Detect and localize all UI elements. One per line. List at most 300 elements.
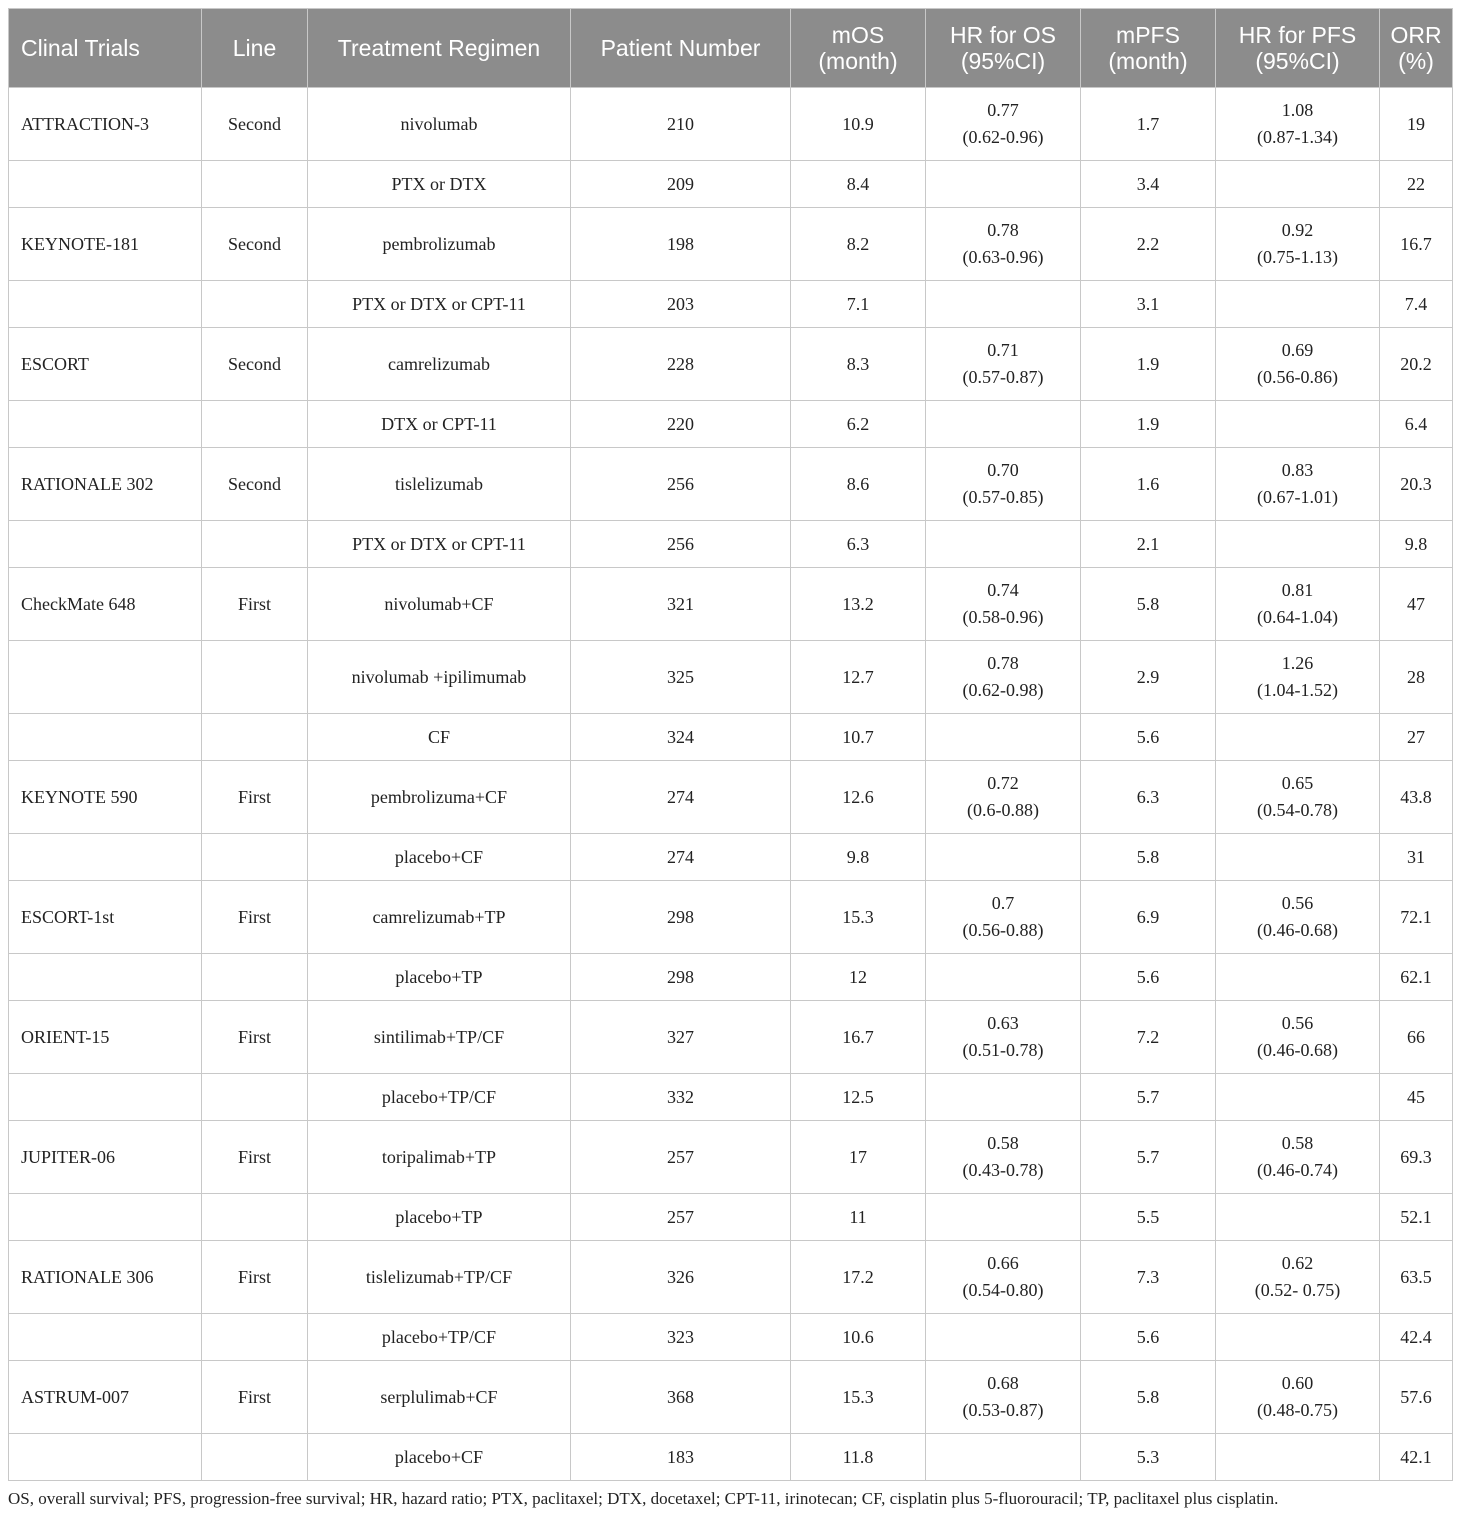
header-hr-os <box>926 9 1081 88</box>
cell-line: Second <box>202 208 308 281</box>
table-row <box>9 448 1453 521</box>
cell-hr-pfs <box>1216 1434 1380 1481</box>
table-row <box>9 954 1453 1001</box>
cell-patient-number: 326 <box>571 1241 791 1314</box>
cell-patient-number: 332 <box>571 1074 791 1121</box>
cell-orr: 47 <box>1380 568 1453 641</box>
cell-hr-os <box>926 954 1081 1001</box>
cell-hr-os-ci: (0.63-0.96) <box>962 247 1044 267</box>
cell-hr-os <box>926 448 1081 521</box>
table-row <box>9 714 1453 761</box>
cell-mpfs: 5.6 <box>1081 1314 1216 1361</box>
cell-mpfs: 1.6 <box>1081 448 1216 521</box>
cell-regimen: pembrolizumab <box>308 208 571 281</box>
cell-trial: ORIENT-15 <box>9 1001 202 1074</box>
cell-trial: RATIONALE 302 <box>9 448 202 521</box>
cell-regimen: tislelizumab <box>308 448 571 521</box>
table-row <box>9 401 1453 448</box>
cell-hr-pfs <box>1216 208 1380 281</box>
cell-trial <box>9 954 202 1001</box>
cell-orr: 72.1 <box>1380 881 1453 954</box>
cell-hr-pfs-value: 0.92 <box>1281 220 1314 240</box>
cell-trial <box>9 1314 202 1361</box>
table-row <box>9 641 1453 714</box>
cell-patient-number: 183 <box>571 1434 791 1481</box>
cell-patient-number: 298 <box>571 954 791 1001</box>
cell-regimen: nivolumab+CF <box>308 568 571 641</box>
cell-hr-pfs-value: 0.58 <box>1281 1133 1314 1153</box>
cell-orr: 20.3 <box>1380 448 1453 521</box>
table-row <box>9 521 1453 568</box>
cell-regimen: placebo+TP <box>308 1194 571 1241</box>
cell-line <box>202 1194 308 1241</box>
cell-orr: 66 <box>1380 1001 1453 1074</box>
cell-line: Second <box>202 328 308 401</box>
cell-hr-pfs-ci: (0.46-0.74) <box>1257 1160 1338 1180</box>
cell-orr: 42.4 <box>1380 1314 1453 1361</box>
table-row <box>9 568 1453 641</box>
cell-hr-os-ci: (0.54-0.80) <box>962 1280 1044 1300</box>
cell-patient-number: 256 <box>571 448 791 521</box>
cell-patient-number: 327 <box>571 1001 791 1074</box>
cell-hr-pfs <box>1216 328 1380 401</box>
cell-hr-os-value: 0.78 <box>987 220 1019 240</box>
cell-hr-pfs-ci: (0.54-0.78) <box>1257 800 1338 820</box>
cell-patient-number: 257 <box>571 1194 791 1241</box>
cell-hr-os-value: 0.71 <box>987 340 1019 360</box>
header-mpfs-line1: mPFS <box>1116 22 1180 48</box>
cell-patient-number: 324 <box>571 714 791 761</box>
cell-hr-pfs <box>1216 448 1380 521</box>
header-orr <box>1380 9 1453 88</box>
cell-hr-os <box>926 1121 1081 1194</box>
cell-hr-pfs-value: 0.56 <box>1281 1013 1314 1033</box>
cell-regimen: placebo+TP/CF <box>308 1314 571 1361</box>
cell-patient-number: 210 <box>571 88 791 161</box>
cell-trial: ASTRUM-007 <box>9 1361 202 1434</box>
cell-hr-os-ci: (0.58-0.96) <box>962 607 1044 627</box>
cell-hr-pfs-ci: (0.46-0.68) <box>1257 1040 1338 1060</box>
cell-regimen: PTX or DTX <box>308 161 571 208</box>
cell-mpfs: 7.3 <box>1081 1241 1216 1314</box>
cell-hr-pfs-ci: (0.52- 0.75) <box>1254 1280 1341 1300</box>
cell-mpfs: 5.8 <box>1081 568 1216 641</box>
cell-regimen: placebo+TP/CF <box>308 1074 571 1121</box>
cell-hr-pfs-ci: (0.56-0.86) <box>1257 367 1338 387</box>
header-mos-line2: (month) <box>818 48 898 74</box>
cell-regimen: nivolumab +ipilimumab <box>308 641 571 714</box>
cell-trial: CheckMate 648 <box>9 568 202 641</box>
cell-line <box>202 281 308 328</box>
cell-line <box>202 641 308 714</box>
cell-hr-pfs-value: 1.26 <box>1281 653 1314 673</box>
header-orr-line2: (%) <box>1398 48 1434 74</box>
cell-hr-os <box>926 208 1081 281</box>
cell-hr-os-value: 0.72 <box>987 773 1019 793</box>
cell-mos: 10.6 <box>791 1314 926 1361</box>
cell-hr-pfs <box>1216 1121 1380 1194</box>
cell-trial <box>9 401 202 448</box>
table-row <box>9 1194 1453 1241</box>
header-regimen: Treatment Regimen <box>308 9 571 88</box>
footnote: OS, overall survival; PFS, progression-free survival; HR, hazard ratio; PTX, paclitaxel; DTX, docetaxel; CPT-11, irinotecan; CF, cisplatin plus 5-fluorouracil; TP, paclitaxel plus cisplatin. <box>8 1489 1279 1508</box>
cell-orr: 43.8 <box>1380 761 1453 834</box>
table-row <box>9 1121 1453 1194</box>
cell-regimen: placebo+CF <box>308 834 571 881</box>
cell-hr-os <box>926 641 1081 714</box>
cell-mos: 12.5 <box>791 1074 926 1121</box>
cell-hr-os <box>926 521 1081 568</box>
cell-trial: RATIONALE 306 <box>9 1241 202 1314</box>
table-row <box>9 281 1453 328</box>
cell-regimen: camrelizumab+TP <box>308 881 571 954</box>
cell-line <box>202 1314 308 1361</box>
cell-line <box>202 161 308 208</box>
header-line: Line <box>202 9 308 88</box>
table-row <box>9 834 1453 881</box>
cell-hr-pfs-value: 0.83 <box>1281 460 1314 480</box>
cell-patient-number: 368 <box>571 1361 791 1434</box>
cell-mpfs: 5.5 <box>1081 1194 1216 1241</box>
cell-hr-os-ci: (0.43-0.78) <box>962 1160 1044 1180</box>
cell-hr-pfs-value: 0.69 <box>1281 340 1314 360</box>
cell-line: First <box>202 1121 308 1194</box>
cell-mpfs: 2.2 <box>1081 208 1216 281</box>
cell-regimen: CF <box>308 714 571 761</box>
table-row <box>9 1361 1453 1434</box>
header-hr-pfs <box>1216 9 1380 88</box>
cell-patient-number: 228 <box>571 328 791 401</box>
cell-regimen: tislelizumab+TP/CF <box>308 1241 571 1314</box>
cell-mpfs: 2.9 <box>1081 641 1216 714</box>
cell-line: Second <box>202 88 308 161</box>
cell-line: First <box>202 1361 308 1434</box>
cell-line <box>202 401 308 448</box>
cell-line <box>202 1434 308 1481</box>
cell-mos: 11.8 <box>791 1434 926 1481</box>
cell-patient-number: 209 <box>571 161 791 208</box>
cell-trial <box>9 521 202 568</box>
cell-hr-pfs <box>1216 881 1380 954</box>
cell-orr: 9.8 <box>1380 521 1453 568</box>
cell-hr-pfs-value: 0.62 <box>1281 1253 1314 1273</box>
cell-hr-os <box>926 881 1081 954</box>
cell-regimen: camrelizumab <box>308 328 571 401</box>
cell-regimen: toripalimab+TP <box>308 1121 571 1194</box>
cell-mos: 8.3 <box>791 328 926 401</box>
cell-hr-pfs <box>1216 1241 1380 1314</box>
cell-regimen: DTX or CPT-11 <box>308 401 571 448</box>
cell-mpfs: 3.4 <box>1081 161 1216 208</box>
cell-regimen: pembrolizuma+CF <box>308 761 571 834</box>
cell-trial <box>9 641 202 714</box>
cell-regimen: placebo+TP <box>308 954 571 1001</box>
cell-orr: 20.2 <box>1380 328 1453 401</box>
cell-line: First <box>202 568 308 641</box>
cell-regimen: placebo+CF <box>308 1434 571 1481</box>
cell-mos: 12.6 <box>791 761 926 834</box>
header-patients: Patient Number <box>571 9 791 88</box>
cell-mpfs: 5.7 <box>1081 1074 1216 1121</box>
cell-trial <box>9 1074 202 1121</box>
cell-orr: 52.1 <box>1380 1194 1453 1241</box>
cell-trial <box>9 281 202 328</box>
cell-orr: 69.3 <box>1380 1121 1453 1194</box>
cell-mpfs: 5.8 <box>1081 834 1216 881</box>
cell-hr-pfs-ci: (0.64-1.04) <box>1257 607 1338 627</box>
cell-line: First <box>202 881 308 954</box>
table-container <box>8 8 1452 1509</box>
cell-patient-number: 325 <box>571 641 791 714</box>
cell-trial: ESCORT-1st <box>9 881 202 954</box>
cell-hr-pfs <box>1216 281 1380 328</box>
cell-regimen: nivolumab <box>308 88 571 161</box>
cell-hr-pfs-ci: (0.87-1.34) <box>1257 127 1338 147</box>
cell-hr-pfs-value: 0.60 <box>1281 1373 1314 1393</box>
cell-mpfs: 6.9 <box>1081 881 1216 954</box>
cell-line <box>202 954 308 1001</box>
cell-mpfs: 1.9 <box>1081 328 1216 401</box>
table-row <box>9 761 1453 834</box>
cell-mpfs: 5.7 <box>1081 1121 1216 1194</box>
cell-mos: 17 <box>791 1121 926 1194</box>
cell-mos: 10.7 <box>791 714 926 761</box>
cell-hr-os <box>926 161 1081 208</box>
header-trial: Clinal Trials <box>9 9 202 88</box>
header-mpfs <box>1081 9 1216 88</box>
cell-line <box>202 1074 308 1121</box>
cell-trial <box>9 161 202 208</box>
table-row <box>9 161 1453 208</box>
cell-mpfs: 5.3 <box>1081 1434 1216 1481</box>
cell-orr: 19 <box>1380 88 1453 161</box>
cell-orr: 6.4 <box>1380 401 1453 448</box>
cell-mos: 13.2 <box>791 568 926 641</box>
cell-hr-pfs-value: 0.81 <box>1281 580 1314 600</box>
cell-hr-os <box>926 761 1081 834</box>
cell-hr-os <box>926 328 1081 401</box>
cell-hr-pfs <box>1216 1001 1380 1074</box>
cell-orr: 22 <box>1380 161 1453 208</box>
cell-hr-os-value: 0.70 <box>987 460 1019 480</box>
cell-hr-os-value: 0.63 <box>987 1013 1019 1033</box>
cell-hr-pfs <box>1216 954 1380 1001</box>
cell-hr-pfs <box>1216 714 1380 761</box>
cell-mos: 11 <box>791 1194 926 1241</box>
cell-hr-os-value: 0.66 <box>987 1253 1019 1273</box>
cell-mpfs: 6.3 <box>1081 761 1216 834</box>
cell-regimen: sintilimab+TP/CF <box>308 1001 571 1074</box>
cell-hr-pfs-ci: (0.46-0.68) <box>1257 920 1338 940</box>
cell-mos: 9.8 <box>791 834 926 881</box>
cell-hr-os-value: 0.7 <box>991 893 1015 913</box>
cell-hr-pfs <box>1216 401 1380 448</box>
cell-line: First <box>202 761 308 834</box>
cell-hr-os-ci: (0.57-0.85) <box>962 487 1044 507</box>
header-hr-os-line1: HR for OS <box>949 22 1057 48</box>
cell-hr-pfs <box>1216 1074 1380 1121</box>
cell-trial: JUPITER-06 <box>9 1121 202 1194</box>
cell-patient-number: 203 <box>571 281 791 328</box>
cell-hr-os-value: 0.77 <box>987 100 1019 120</box>
cell-hr-os-ci: (0.53-0.87) <box>962 1400 1044 1420</box>
cell-line <box>202 834 308 881</box>
cell-patient-number: 323 <box>571 1314 791 1361</box>
cell-hr-os <box>926 88 1081 161</box>
cell-regimen: serplulimab+CF <box>308 1361 571 1434</box>
cell-hr-os-value: 0.78 <box>987 653 1019 673</box>
cell-hr-os-value: 0.74 <box>987 580 1019 600</box>
cell-mos: 15.3 <box>791 881 926 954</box>
table-row <box>9 1314 1453 1361</box>
cell-trial: KEYNOTE 590 <box>9 761 202 834</box>
header-orr-line1: ORR <box>1390 22 1442 48</box>
cell-line: First <box>202 1001 308 1074</box>
cell-mpfs: 5.8 <box>1081 1361 1216 1434</box>
cell-patient-number: 298 <box>571 881 791 954</box>
table-row <box>9 88 1453 161</box>
cell-regimen: PTX or DTX or CPT-11 <box>308 281 571 328</box>
header-hr-pfs-line1: HR for PFS <box>1238 22 1357 48</box>
cell-mpfs: 7.2 <box>1081 1001 1216 1074</box>
header-mos <box>791 9 926 88</box>
header-hr-os-line2: (95%CI) <box>960 48 1046 74</box>
table-row <box>9 208 1453 281</box>
cell-hr-os-ci: (0.57-0.87) <box>962 367 1044 387</box>
cell-hr-os-ci: (0.62-0.98) <box>962 680 1044 700</box>
cell-line: First <box>202 1241 308 1314</box>
cell-hr-pfs <box>1216 834 1380 881</box>
cell-hr-pfs <box>1216 161 1380 208</box>
cell-patient-number: 256 <box>571 521 791 568</box>
cell-mos: 8.2 <box>791 208 926 281</box>
cell-mos: 8.6 <box>791 448 926 521</box>
cell-hr-pfs-value: 1.08 <box>1281 100 1314 120</box>
cell-hr-pfs-ci: (0.67-1.01) <box>1257 487 1338 507</box>
cell-hr-os-ci: (0.6-0.88) <box>967 800 1039 820</box>
cell-hr-pfs-ci: (0.48-0.75) <box>1257 1400 1338 1420</box>
table-row <box>9 1241 1453 1314</box>
cell-mpfs: 3.1 <box>1081 281 1216 328</box>
cell-mos: 10.9 <box>791 88 926 161</box>
cell-hr-os <box>926 834 1081 881</box>
table-row <box>9 1074 1453 1121</box>
cell-hr-pfs <box>1216 1361 1380 1434</box>
table-row <box>9 881 1453 954</box>
cell-hr-os <box>926 1194 1081 1241</box>
table-row <box>9 1001 1453 1074</box>
cell-hr-os-ci: (0.51-0.78) <box>962 1040 1044 1060</box>
cell-patient-number: 198 <box>571 208 791 281</box>
cell-orr: 45 <box>1380 1074 1453 1121</box>
cell-hr-pfs-value: 0.65 <box>1281 773 1314 793</box>
cell-orr: 28 <box>1380 641 1453 714</box>
cell-trial <box>9 1194 202 1241</box>
cell-hr-pfs-value: 0.56 <box>1281 893 1314 913</box>
cell-mos: 12 <box>791 954 926 1001</box>
cell-trial: KEYNOTE-181 <box>9 208 202 281</box>
cell-mos: 15.3 <box>791 1361 926 1434</box>
cell-hr-pfs <box>1216 1314 1380 1361</box>
cell-trial: ATTRACTION-3 <box>9 88 202 161</box>
cell-orr: 16.7 <box>1380 208 1453 281</box>
cell-hr-os <box>926 1074 1081 1121</box>
cell-hr-os-value: 0.58 <box>987 1133 1019 1153</box>
cell-mpfs: 1.7 <box>1081 88 1216 161</box>
cell-trial <box>9 1434 202 1481</box>
cell-mos: 16.7 <box>791 1001 926 1074</box>
cell-hr-pfs <box>1216 1194 1380 1241</box>
cell-hr-os <box>926 714 1081 761</box>
header-mpfs-line2: (month) <box>1108 48 1188 74</box>
table-row <box>9 1434 1453 1481</box>
cell-mos: 6.3 <box>791 521 926 568</box>
table-row <box>9 328 1453 401</box>
table-body <box>9 88 1453 1481</box>
cell-hr-pfs <box>1216 641 1380 714</box>
cell-hr-os <box>926 568 1081 641</box>
cell-hr-pfs <box>1216 88 1380 161</box>
cell-mos: 6.2 <box>791 401 926 448</box>
cell-orr: 27 <box>1380 714 1453 761</box>
cell-hr-os <box>926 1001 1081 1074</box>
cell-regimen: PTX or DTX or CPT-11 <box>308 521 571 568</box>
cell-orr: 63.5 <box>1380 1241 1453 1314</box>
cell-hr-os <box>926 1241 1081 1314</box>
cell-mos: 12.7 <box>791 641 926 714</box>
cell-hr-pfs-ci: (0.75-1.13) <box>1257 247 1338 267</box>
cell-hr-os-value: 0.68 <box>987 1373 1019 1393</box>
cell-line: Second <box>202 448 308 521</box>
cell-trial <box>9 714 202 761</box>
cell-hr-pfs <box>1216 761 1380 834</box>
cell-orr: 31 <box>1380 834 1453 881</box>
cell-orr: 62.1 <box>1380 954 1453 1001</box>
cell-hr-os <box>926 281 1081 328</box>
cell-patient-number: 274 <box>571 834 791 881</box>
cell-mpfs: 1.9 <box>1081 401 1216 448</box>
cell-trial: ESCORT <box>9 328 202 401</box>
cell-orr: 7.4 <box>1380 281 1453 328</box>
cell-hr-os-ci: (0.62-0.96) <box>962 127 1044 147</box>
cell-hr-os <box>926 1361 1081 1434</box>
cell-line <box>202 521 308 568</box>
cell-patient-number: 257 <box>571 1121 791 1194</box>
cell-mos: 17.2 <box>791 1241 926 1314</box>
header-mos-line1: mOS <box>831 22 885 48</box>
cell-mpfs: 2.1 <box>1081 521 1216 568</box>
cell-hr-pfs-ci: (1.04-1.52) <box>1257 680 1338 700</box>
cell-orr: 57.6 <box>1380 1361 1453 1434</box>
header-hr-pfs-line2: (95%CI) <box>1255 48 1340 74</box>
cell-mpfs: 5.6 <box>1081 954 1216 1001</box>
header-row <box>9 9 1453 88</box>
cell-patient-number: 274 <box>571 761 791 834</box>
cell-hr-os <box>926 1434 1081 1481</box>
cell-mos: 7.1 <box>791 281 926 328</box>
cell-hr-pfs <box>1216 568 1380 641</box>
cell-patient-number: 321 <box>571 568 791 641</box>
cell-hr-os <box>926 1314 1081 1361</box>
cell-hr-os-ci: (0.56-0.88) <box>962 920 1044 940</box>
cell-hr-os <box>926 401 1081 448</box>
cell-trial <box>9 834 202 881</box>
cell-hr-pfs <box>1216 521 1380 568</box>
cell-line <box>202 714 308 761</box>
clinical-trials-table <box>8 8 1453 1481</box>
cell-mos: 8.4 <box>791 161 926 208</box>
cell-mpfs: 5.6 <box>1081 714 1216 761</box>
